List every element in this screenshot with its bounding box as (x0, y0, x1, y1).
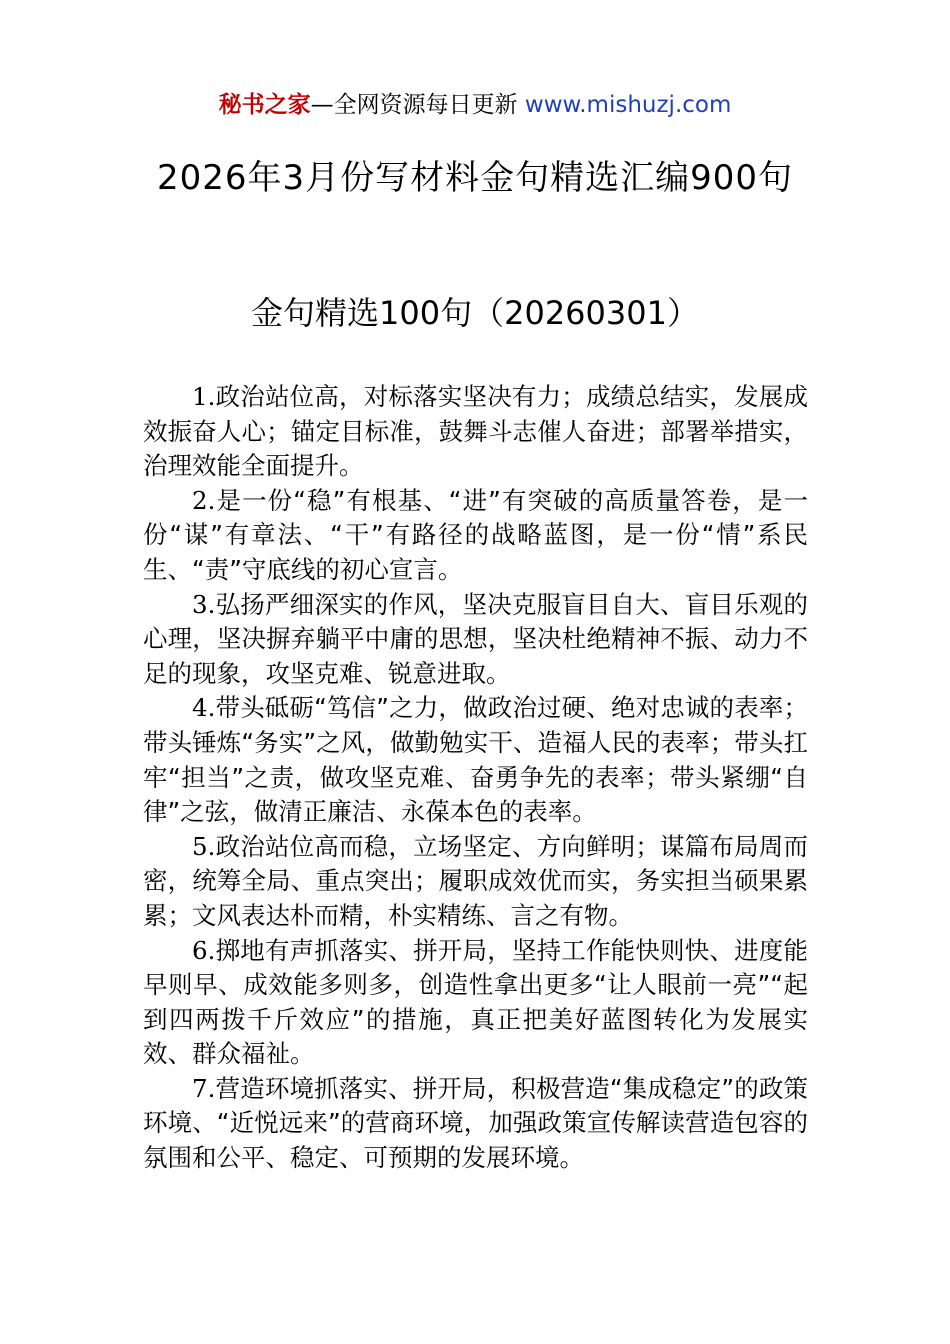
document-subtitle: 金句精选100句（20260301） (251, 294, 699, 332)
paragraph-4 (143, 691, 808, 829)
paragraph-number: 6. (192, 935, 216, 965)
paragraph-text: 掷地有声抓落实、拼开局，坚持工作能快则快、进度能早则早、成效能多则多，创造性拿出更多“让人眼前一亮”“起到四两拨千斤效应”的措施，真正把美好蓝图转化为发展实效、群众福祉。 (143, 935, 808, 1069)
brand-name: 秘书之家 (218, 92, 311, 118)
paragraph-7 (143, 1072, 808, 1176)
paragraph-5 (143, 830, 808, 934)
paragraph-text: 营造环境抓落实、拼开局，积极营造“集成稳定”的政策环境、“近悦远来”的营商环境，加强政策宣传解读营造包容的氛围和公平、稳定、可预期的发展环境。 (143, 1073, 808, 1173)
paragraph-text: 带头砥砺“笃信”之力，做政治过硬、绝对忠诚的表率；带头锤炼“务实”之风，做勤勉实干、造福人民的表率；带头扛牢“担当”之责，做攻坚克难、奋勇争先的表率；带头紧绷“自律”之弦，做清正廉洁、永葆本色的表率。 (143, 693, 808, 827)
document-title: 2026年3月份写材料金句精选汇编900句 (156, 158, 794, 198)
paragraph-6 (143, 934, 808, 1072)
paragraph-number: 5. (192, 831, 216, 861)
paragraph-text: 弘扬严细深实的作风，坚决克服盲目自大、盲目乐观的心理，坚决摒弃躺平中庸的思想，坚决杜绝精神不振、动力不足的现象，攻坚克难、锐意进取。 (143, 589, 808, 688)
paragraph-number: 7. (192, 1073, 216, 1103)
paragraph-3 (143, 588, 808, 692)
document-body (143, 380, 808, 1176)
paragraph-text: 是一份“稳”有根基、“进”有突破的高质量答卷，是一份“谋”有章法、“干”有路径的战略蓝图，是一份“情”系民生、“责”守底线的初心宣言。 (143, 485, 808, 584)
paragraph-number: 4. (192, 693, 216, 723)
paragraph-number: 2. (192, 485, 216, 515)
paragraph-text: 政治站位高而稳，立场坚定、方向鲜明；谋篇布局周而密，统筹全局、重点突出；履职成效优而实，务实担当硕果累累；文风表达朴而精，朴实精练、言之有物。 (143, 831, 808, 930)
paragraph-number: 3. (192, 589, 216, 619)
header-tagline: —全网资源每日更新 (310, 92, 525, 118)
paragraph-2 (143, 484, 808, 588)
paragraph-1 (143, 380, 808, 484)
paragraph-number: 1. (192, 382, 216, 411)
site-header (0, 88, 950, 122)
site-url-link[interactable]: www.mishuzj.com (524, 92, 732, 118)
paragraph-text: 政治站位高，对标落实坚决有力；成绩总结实，发展成效振奋人心；锚定目标准，鼓舞斗志催人奋进；部署举措实，治理效能全面提升。 (143, 382, 808, 481)
